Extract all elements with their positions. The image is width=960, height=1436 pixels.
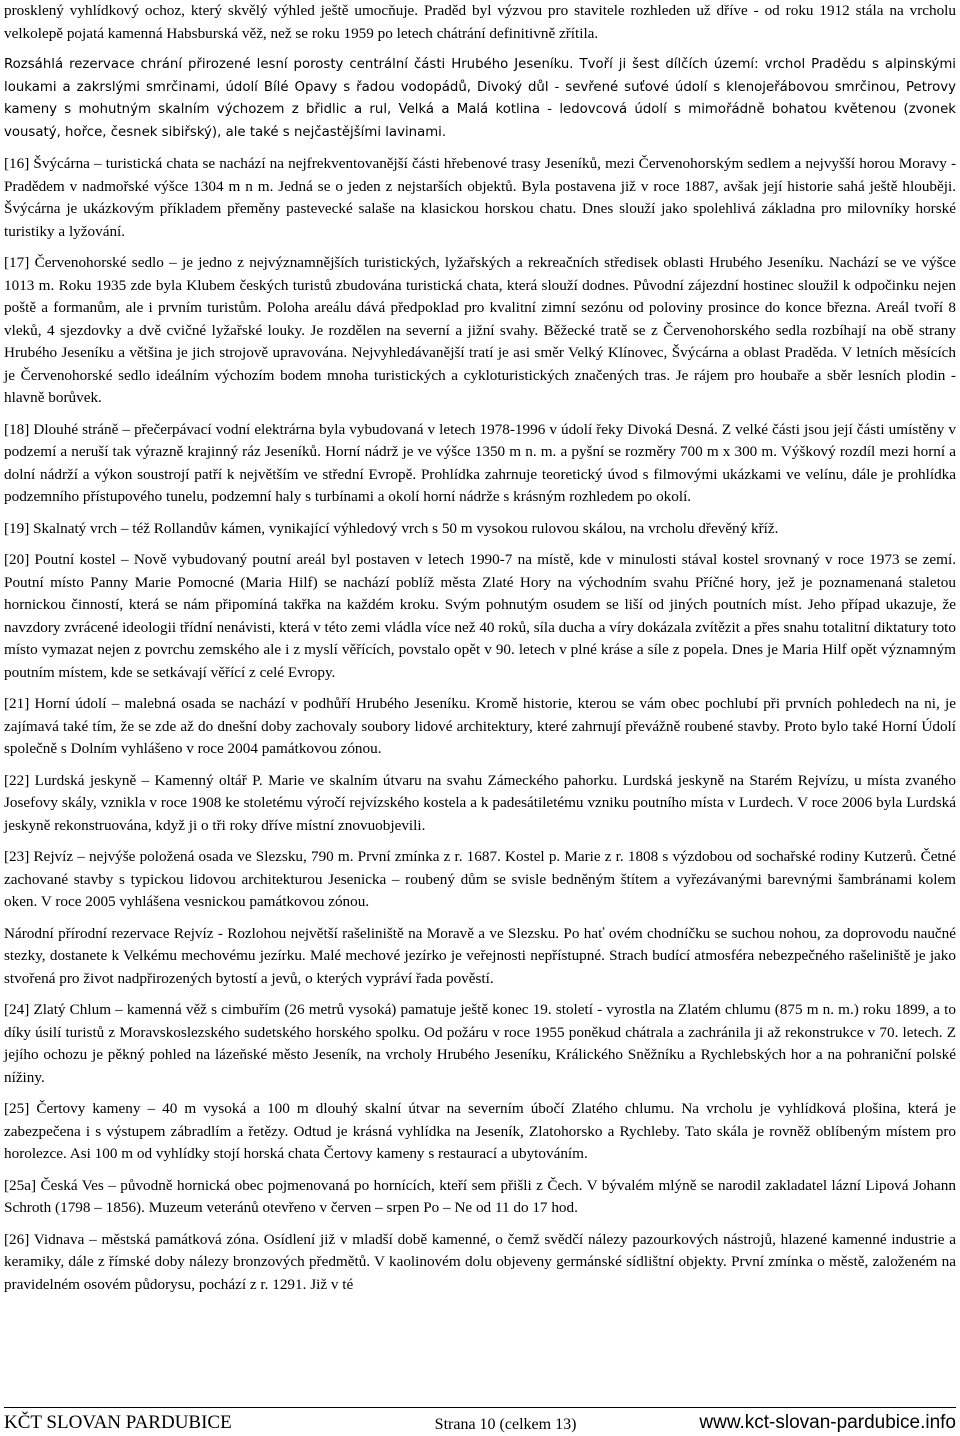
paragraph	[4, 770, 956, 838]
paragraph	[4, 846, 956, 914]
footer-url[interactable]: www.kct-slovan-pardubice.info	[699, 1412, 956, 1433]
paragraph-text: Horní údolí – malebná osada se nachází v podhůří Hrubého Jeseníku. Kromě historie, kterou se vám obec pochlubí při prvních pohledech na ni, je zajímavá také tím, že se zde až do dnešní doby zachovaly soubory lidové architektury, které zahrnují převážně roubené stavby. Proto bylo také Horní Údolí společně s Dolním vyhlášeno v roce 2004 památkovou zónou.	[4, 695, 956, 757]
paragraph-text: Červenohorské sedlo – je jedno z nejvýznamnějších turistických, lyžařských a rekreačních středisek oblasti Hrubého Jeseníku. Nachází se ve výšce 1013 m. Roku 1935 zde byla Klubem českých turistů zbudována turistická chata, která slouží dodnes. Původní zájezdní hostinec sloužil k odpočinku nejen poště a formanům, ale i prvním turistům. Poloha areálu dává předpoklad pro kvalitní zimní sezónu od poloviny prosince do konce března. Areál tvoří 8 vleků, 4 sjezdovky a dvě cvičné lyžařské louky. Je rozdělen na severní a jižní svahy. Běžecké tratě se z Červenohorského sedla rozbíhají na obě strany Hrubého Jeseníku a většina je jich strojově upravována. Nejvyhledávanější tratí je asi směr Velký Klínovec, Švýcárna a oblast Praděda. V letních měsících je Červenohorské sedlo ideálním výchozím bodem mnoha turistických a cykloturistických značených tras. Je rájem pro houbaře a sběr lesních plodin - hlavně borůvek.	[4, 254, 956, 406]
paragraph-text: Dlouhé stráně – přečerpávací vodní elektrárna byla vybudovaná v letech 1978-1996 v údolí řeky Divoká Desná. Z velké části jsou její části umístěny v podzemí a neruší tak výrazně krajinný ráz Jeseníků. Horní nádrž je ve výšce 1350 m n. m. a pyšní se rozměry 700 m x 300 m. Výškový rozdíl mezi horní a dolní nádrží a výkon soustrojí patří k největším ve střední Evropě. Prohlídka zahrnuje teoretický úvod s filmovými ukázkami ve velínu, dále je prohlídka podzemního přístupového tunelu, podzemní haly s turbínami a okolí horní nádrže s krásným rozhledem po okolí.	[4, 420, 956, 505]
paragraph-number: [21]	[4, 695, 30, 712]
paragraph-number: [25a]	[4, 1176, 37, 1194]
paragraph	[4, 518, 956, 541]
paragraph	[4, 1229, 956, 1297]
paragraph-text: Poutní kostel – Nově vybudovaný poutní areál byl postaven v letech 1990-7 na místě, kde v minulosti stával kostel srovnaný v roce 1973 se zemí. Poutní místo Panny Marie Pomocné (Maria Hilf) se nachází poblíž města Zlaté Hory na východním svahu Příčné hory, jež je poznamenaná staletou hornickou činností, která se nám připomíná takřka na každém kroku. Svým pohnutým osudem se liší od jiných poutních míst. Jeho případ ukazuje, že navzdory zvrácené ideologii třídní nenávisti, která v této zemi vládla více než 40 roků, síla ducha a víry dokázala zvítězit a přes snahu totalitní diktatury toto místo vymazat nejen z povrchu zemského ale i z myslí věřících, povstalo opět v 90. letech v plné kráse a síle z popela. Dnes je Maria Hilf opět významným poutním místem, kde se setkávají věřící z celé Evropy.	[4, 551, 956, 681]
paragraph	[4, 999, 956, 1089]
paragraph-text: Čertovy kameny – 40 m vysoká a 100 m dlouhý skalní útvar na severním úbočí Zlatého chlumu. Na vrcholu je vyhlídková plošina, která je zabezpečena i s výstupem zábradlím a řetězy. Odtud je krásná vyhlídka na Jeseník, Zlatohorsko a Rychleby. Tato skála je rovněž oblíbeným místem pro horolezce. Asi 100 m od vyhlídky stojí horská chata Čertovy kameny s restaurací a ubytováním.	[4, 1100, 956, 1162]
paragraph	[4, 1098, 956, 1166]
document-body	[4, 0, 956, 1305]
paragraph	[4, 252, 956, 410]
paragraph-text: Zlatý Chlum – kamenná věž s cimbuřím (26 metrů vysoká) pamatuje ještě konec 19. století - vyrostla na Zlatém chlumu (875 m n. m.) roku 1899, a to díky úsilí turistů z Moravskoslezského sudetského horského spolku. Od požáru v roce 1955 poněkud chátrala a zachránila ji až rekonstrukce v 70. letech. Z jejího ochozu je pěkný pohled na lázeňské město Jeseník, na vrcholy Hrubého Jeseníku, Králického Sněžníku a Rychlebských hor a na pohraniční polské nížiny.	[4, 1001, 956, 1086]
paragraph	[4, 0, 956, 45]
paragraph-number: [22]	[4, 771, 30, 789]
paragraph-number: [18]	[4, 420, 30, 438]
paragraph-number: [23]	[4, 848, 30, 865]
paragraph-text: Rejvíz – nejvýše položená osada ve Slezsku, 790 m. První zmínka z r. 1687. Kostel p. Marie z r. 1808 s výzdobou od sochařské rodiny Kutzerů. Četné zachované stavby s typickou lidovou architekturou Jesenicka – roubený dům se svisle bedněným štítem a vyřezávanými barevnými šambránami kolem oken. V roce 2005 vyhlášena vesnickou památkovou zónou.	[4, 848, 956, 910]
paragraph-text: Lurdská jeskyně – Kamenný oltář P. Marie ve skalním útvaru na svahu Zámeckého pahorku. Lurdská jeskyně na Starém Rejvízu, u místa zvaného Josefovy skály, vznikla v roce 1908 ke stoletému výročí rejvízského kostela a k padesátiletému vzniku poutního místa v Lurdech. V roce 2006 byla Lurdská jeskyně rekonstruována, když ji o tři roky dříve místní znovuobjevili.	[4, 771, 956, 834]
footer-page-number: Strana 10 (celkem 13)	[434, 1416, 577, 1433]
paragraph-text: Rozsáhlá rezervace chrání přirozené lesní porosty centrální části Hrubého Jeseníku. Tvoří ji šest dílčích území: vrchol Pradědu s alpinskými loukami a zakrslými smrčinami, údolí Bílé Opavy s řadou vodopádů, Divoký důl - sevřené suťové údolí s klenojeřábovou smrčinou, Petrovy kameny s mohutným skalním výchozem z břidlic a rul, Velká a Malá kotlina - ledovcová údolí s mimořádně bohatou květenou (zvonek vousatý, hořce, česnek sibiřský), ale také s nejčastějšími lavinami.	[4, 57, 956, 140]
footer-organization: KČT SLOVAN PARDUBICE	[4, 1412, 232, 1433]
paragraph	[4, 549, 956, 684]
paragraph-text: Vidnava – městská památková zóna. Osídlení již v mladší době kamenné, o čemž svědčí nálezy pazourkových nástrojů, hlazené kamenné industrie a keramiky, dále z římské doby nálezy bronzových předmětů. V kaolinovém dolu objeveny germánské sídlištní objekty. První zmínka o městě, založeném na pravidelném osovém půdorysu, pochází z r. 1291. Již v té	[4, 1230, 956, 1293]
paragraph	[4, 923, 956, 991]
paragraph-text: Česká Ves – původně hornická obec pojmenovaná po hornících, kteří sem přišli z Čech. V bývalém mlýně se narodil zakladatel lázní Lipová Johann Schroth (1798 – 1856). Muzeum veteránů otevřeno v červen – srpen Po – Ne od 11 do 17 hod.	[4, 1176, 956, 1216]
paragraph	[4, 419, 956, 509]
page-footer	[4, 1407, 956, 1434]
paragraph	[4, 153, 956, 243]
paragraph-number: [26]	[4, 1230, 30, 1248]
paragraph-text: Skalnatý vrch – též Rollandův kámen, vynikající výhledový vrch s 50 m vysokou rulovou skálou, na vrcholu dřevěný kříž.	[29, 519, 779, 537]
paragraph-text: Národní přírodní rezervace Rejvíz - Rozlohou největší rašeliniště na Moravě a ve Slezsku. Po hať ovém chodníčku se suchou nohou, za doprovodu naučné stezky, dostanete k Velkému mechovému jezírku. Malé mechové jezírko je veřejnosti nepřístupné. Strach budící atmosféra nebezpečného rašeliniště je jako stvořená pro život nadpřirozených bytostí a jevů, o kterých vypráví řada pověstí.	[4, 924, 956, 987]
paragraph-number: [19]	[4, 519, 30, 537]
paragraph-number: [24]	[4, 1001, 30, 1018]
paragraph-number: [17]	[4, 254, 30, 271]
paragraph-text: prosklený vyhlídkový ochoz, který skvělý výhled ještě umocňuje. Praděd byl výzvou pro stavitele rozhleden už dříve - od roku 1912 stála na vrcholu velkolepě pojatá kamenná Habsburská věž, než se roku 1959 po letech chátrání definitivně zřítila.	[4, 2, 956, 42]
paragraph-number: [16]	[4, 155, 30, 172]
paragraph-number: [25]	[4, 1100, 30, 1117]
paragraph-text: Švýcárna – turistická chata se nachází na nejfrekventovanější části hřebenové trasy Jeseníků, mezi Červenohorským sedlem a nejvyšší horou Moravy - Pradědem v nadmořské výšce 1304 m n m. Jedná se o jeden z nejstarších objektů. Byla postavena již v roce 1887, avšak její historie sahá ještě hlouběji. Švýcárna je ukázkovým příkladem přeměny pastevecké salaše na klasickou horskou chatu. Dnes slouží jako spolehlivá základna pro milovníky horské turistiky a lyžování.	[4, 155, 956, 240]
paragraph	[4, 1175, 956, 1220]
paragraph-number: [20]	[4, 551, 30, 568]
paragraph	[4, 54, 956, 144]
paragraph	[4, 693, 956, 761]
